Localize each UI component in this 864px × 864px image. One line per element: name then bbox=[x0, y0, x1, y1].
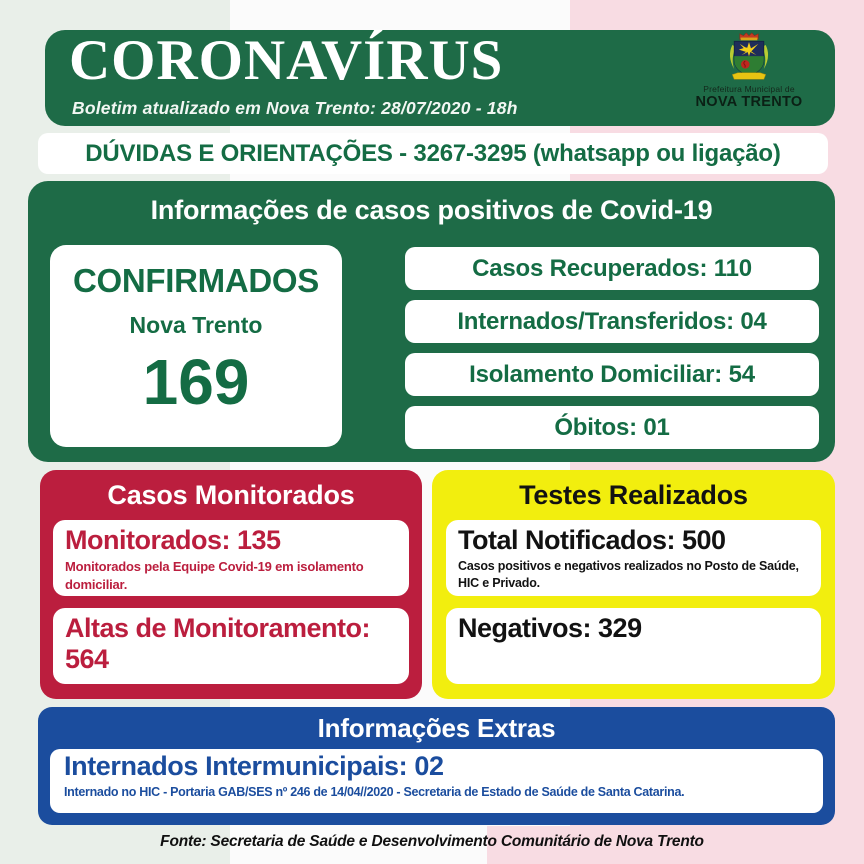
stat-recovered: Casos Recuperados: 110 bbox=[405, 247, 819, 290]
negatives-headline: Negativos: 329 bbox=[458, 613, 642, 643]
monitored-card bbox=[53, 520, 409, 596]
monitored-cases-title: Casos Monitorados bbox=[107, 480, 355, 510]
intermunicipal-card bbox=[50, 749, 823, 813]
source-footer: Fonte: Secretaria de Saúde e Desenvolvimento Comunitário de Nova Trento bbox=[160, 833, 704, 850]
stat-hospitalized-transferred: Internados/Transferidos: 04 bbox=[405, 300, 819, 343]
stat-home-isolation: Isolamento Domiciliar: 54 bbox=[405, 353, 819, 396]
monitoring-discharges-card bbox=[53, 608, 409, 684]
municipality-logo bbox=[679, 32, 819, 110]
total-notified-headline: Total Notificados: 500 bbox=[458, 525, 726, 555]
total-notified-note: Casos positivos e negativos realizados no Posto de Saúde, HIC e Privado. bbox=[458, 559, 799, 590]
bulletin-subtitle: Boletim atualizado em Nova Trento: 28/07/2020 - 18h bbox=[72, 98, 518, 118]
logo-caption-large: NOVA TRENTO bbox=[695, 94, 803, 110]
negatives-card bbox=[446, 608, 821, 684]
intermunicipal-headline: Internados Intermunicipais: 02 bbox=[64, 751, 444, 781]
total-notified-card bbox=[446, 520, 821, 596]
header-banner bbox=[45, 30, 835, 126]
intermunicipal-note: Internado no HIC - Portaria GAB/SES nº 246 de 14/04//2020 - Secretaria de Estado de Saúde de Santa Catarina. bbox=[64, 784, 685, 799]
monitoring-discharges-headline: Altas de Monitoramento: 564 bbox=[65, 613, 371, 675]
monitored-note: Monitorados pela Equipe Covid-19 em isolamento domiciliar. bbox=[65, 559, 364, 592]
monitored-cases-panel bbox=[40, 470, 422, 699]
extra-info-title: Informações Extras bbox=[317, 713, 556, 743]
logo-caption-small: Prefeitura Municipal de bbox=[703, 84, 795, 94]
page-title: CORONAVÍRUS bbox=[69, 29, 504, 92]
hotline-text: DÚVIDAS E ORIENTAÇÕES - 3267-3295 (whatsapp ou ligação) bbox=[85, 140, 781, 167]
stat-deaths: Óbitos: 01 bbox=[405, 406, 819, 449]
tests-panel bbox=[432, 470, 835, 699]
positive-stats-list bbox=[405, 247, 819, 459]
positive-cases-panel bbox=[28, 181, 835, 462]
confirmed-count: 169 bbox=[142, 346, 250, 418]
confirmed-label: CONFIRMADOS bbox=[72, 262, 320, 299]
extra-info-panel bbox=[38, 707, 835, 825]
positive-cases-title: Informações de casos positivos de Covid-19 bbox=[150, 195, 713, 225]
confirmed-city: Nova Trento bbox=[129, 312, 263, 338]
hotline-banner bbox=[38, 133, 828, 174]
monitored-headline: Monitorados: 135 bbox=[65, 525, 281, 555]
confirmed-card bbox=[50, 245, 342, 447]
coat-of-arms-icon bbox=[721, 32, 777, 82]
tests-title: Testes Realizados bbox=[519, 480, 748, 510]
